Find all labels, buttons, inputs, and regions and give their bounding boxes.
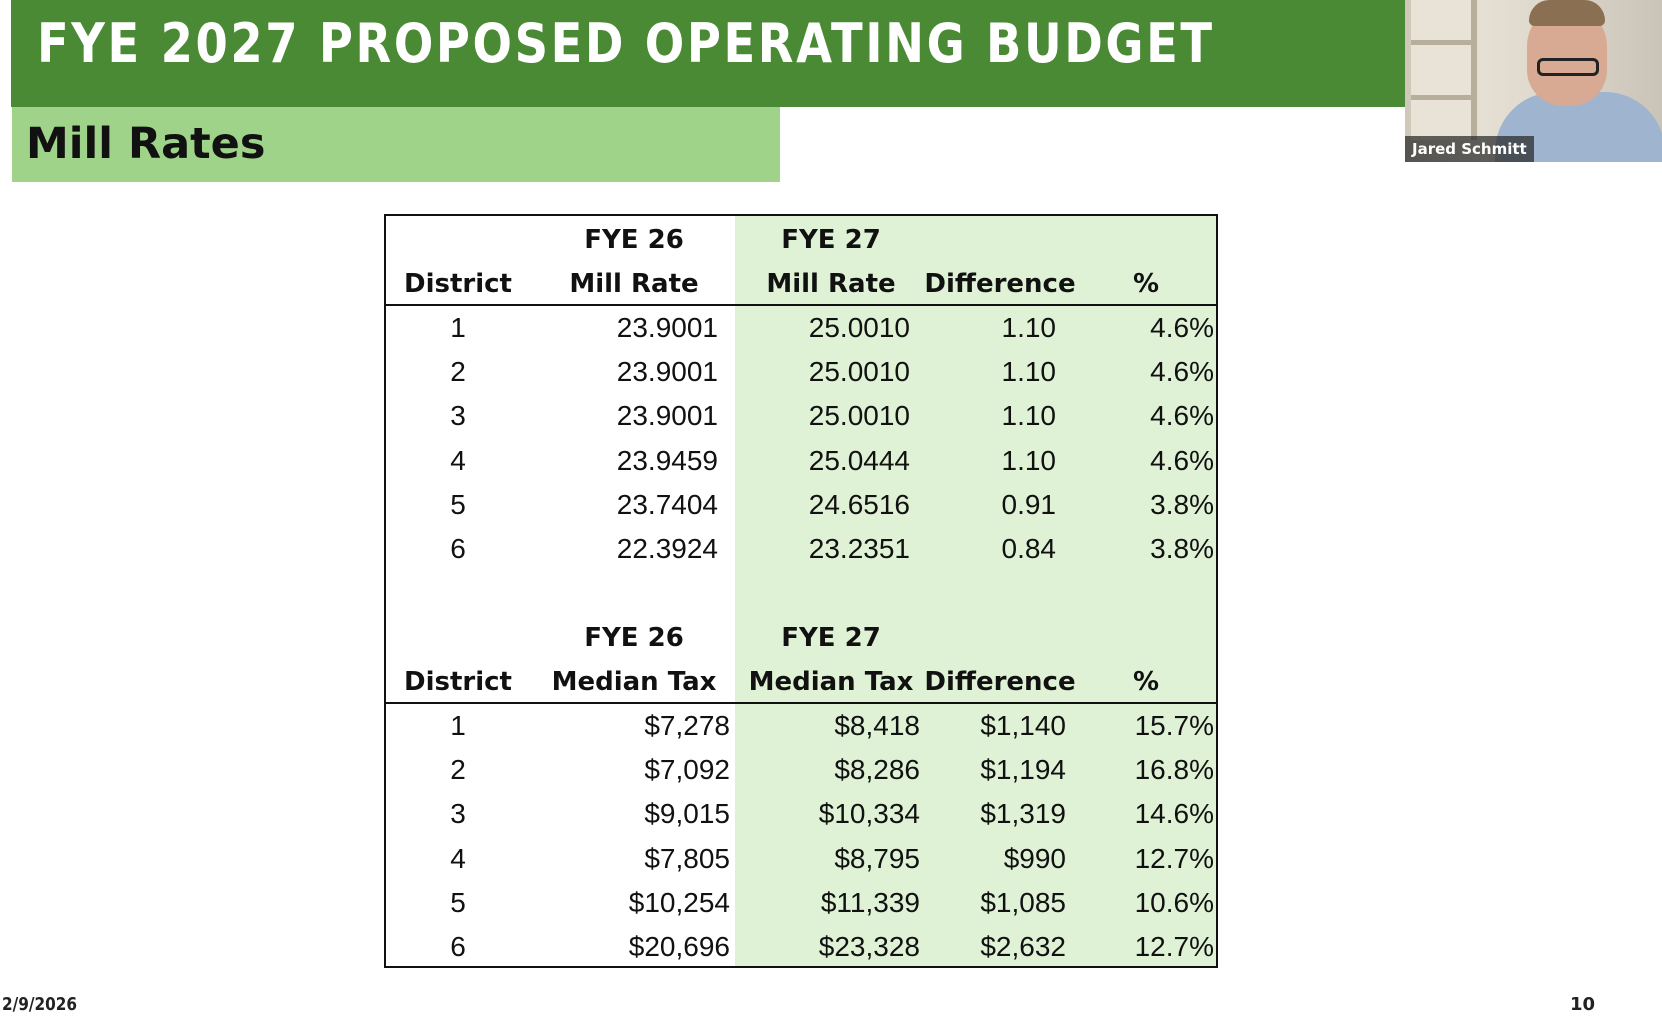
column-header-fye27: Median Tax xyxy=(748,667,914,697)
table-cell-district: 5 xyxy=(450,886,466,918)
column-header-percent: % xyxy=(1132,667,1160,697)
participant-hair xyxy=(1529,0,1605,26)
slide-date: 2/9/2026 xyxy=(2,994,78,1015)
column-header-fye26: Median Tax xyxy=(551,667,717,697)
header-divider xyxy=(386,702,1216,704)
column-header-district: District xyxy=(404,269,512,299)
table-cell-difference: $990 xyxy=(1003,842,1066,874)
table-cell-fye26: $7,805 xyxy=(644,842,730,874)
table-cell-percent: 15.7% xyxy=(1134,710,1214,741)
table-cell-district: 4 xyxy=(450,842,466,874)
table-cell-difference: 1.10 xyxy=(1001,356,1056,388)
table-cell-fye26: $20,696 xyxy=(628,931,730,962)
table-cell-fye26: 23.7404 xyxy=(616,488,718,520)
table-cell-district: 4 xyxy=(450,444,466,476)
table-cell-percent: 10.6% xyxy=(1134,886,1214,918)
table-cell-difference: 1.10 xyxy=(1001,444,1056,476)
table-cell-fye27: $11,339 xyxy=(820,886,920,918)
table-cell-fye26: 23.9001 xyxy=(616,400,718,432)
table-cell-fye27: $8,286 xyxy=(834,754,920,786)
table-cell-district: 5 xyxy=(450,488,466,520)
table-cell-fye26: $10,254 xyxy=(628,886,730,918)
table-cell-difference: $1,085 xyxy=(980,886,1066,918)
table-cell-fye27: 24.6516 xyxy=(808,488,910,520)
column-header-fye27: Mill Rate xyxy=(766,269,896,299)
table-cell-fye27: 25.0444 xyxy=(808,444,910,476)
table-cell-fye27: 25.0010 xyxy=(808,400,910,432)
bookshelf xyxy=(1411,0,1477,140)
table-cell-percent: 3.8% xyxy=(1150,533,1214,564)
participant-name-tag: Jared Schmitt xyxy=(1405,136,1534,162)
column-header-fye26: Mill Rate xyxy=(569,269,699,299)
table-cell-percent: 12.7% xyxy=(1134,931,1214,962)
table-cell-fye27: 25.0010 xyxy=(808,312,910,343)
table-cell-district: 1 xyxy=(450,312,466,343)
table-cell-fye27: 25.0010 xyxy=(808,356,910,388)
table-cell-difference: 0.91 xyxy=(1001,488,1056,520)
header-top-fye26: FYE 26 xyxy=(584,225,684,255)
table-cell-fye26: $9,015 xyxy=(644,798,730,830)
header-top-fye26: FYE 26 xyxy=(584,623,684,653)
title-bar xyxy=(11,0,1405,107)
table-cell-percent: 4.6% xyxy=(1150,356,1214,388)
table-cell-fye27: $8,795 xyxy=(834,842,920,874)
table-cell-percent: 4.6% xyxy=(1150,400,1214,432)
column-header-difference: Difference xyxy=(924,269,1076,299)
table-cell-fye26: 23.9001 xyxy=(616,312,718,343)
table-cell-district: 1 xyxy=(450,710,466,741)
table-cell-percent: 3.8% xyxy=(1150,488,1214,520)
table-cell-percent: 14.6% xyxy=(1134,798,1214,830)
table-cell-percent: 16.8% xyxy=(1134,754,1214,786)
column-header-difference: Difference xyxy=(924,667,1076,697)
column-header-percent: % xyxy=(1132,269,1160,299)
header-top-fye27: FYE 27 xyxy=(781,623,881,653)
slide-title: FYE 2027 PROPOSED OPERATING BUDGET xyxy=(37,12,1215,75)
column-header-district: District xyxy=(404,667,512,697)
table-cell-difference: 0.84 xyxy=(1001,533,1056,564)
webcam-thumbnail[interactable] xyxy=(1405,0,1662,162)
table-cell-fye26: $7,278 xyxy=(644,710,730,741)
table-cell-percent: 4.6% xyxy=(1150,444,1214,476)
table-cell-fye26: 22.3924 xyxy=(616,533,718,564)
slide-subtitle: Mill Rates xyxy=(26,119,266,169)
table-cell-fye27: 23.2351 xyxy=(808,533,910,564)
table-cell-district: 6 xyxy=(450,931,466,962)
table-cell-fye27: $23,328 xyxy=(818,931,920,962)
table-cell-district: 6 xyxy=(450,533,466,564)
table-cell-difference: $1,140 xyxy=(980,710,1066,741)
table-cell-district: 2 xyxy=(450,356,466,388)
table-cell-fye27: $10,334 xyxy=(818,798,920,830)
slide-page-number: 10 xyxy=(1570,994,1596,1015)
table-cell-percent: 12.7% xyxy=(1134,842,1214,874)
header-top-fye27: FYE 27 xyxy=(781,225,881,255)
participant-glasses xyxy=(1537,58,1599,76)
header-divider xyxy=(386,304,1216,306)
table-cell-difference: 1.10 xyxy=(1001,312,1056,343)
table-cell-district: 3 xyxy=(450,798,466,830)
table-cell-percent: 4.6% xyxy=(1150,312,1214,343)
table-cell-difference: $1,319 xyxy=(980,798,1066,830)
table-cell-fye27: $8,418 xyxy=(834,710,920,741)
table-cell-difference: $1,194 xyxy=(980,754,1066,786)
table-cell-fye26: 23.9459 xyxy=(616,444,718,476)
mill-rate-data-table xyxy=(384,214,1218,968)
table-cell-district: 3 xyxy=(450,400,466,432)
table-cell-difference: 1.10 xyxy=(1001,400,1056,432)
table-cell-difference: $2,632 xyxy=(980,931,1066,962)
table-cell-district: 2 xyxy=(450,754,466,786)
table-cell-fye26: 23.9001 xyxy=(616,356,718,388)
table-cell-fye26: $7,092 xyxy=(644,754,730,786)
subtitle-bar xyxy=(12,107,780,182)
